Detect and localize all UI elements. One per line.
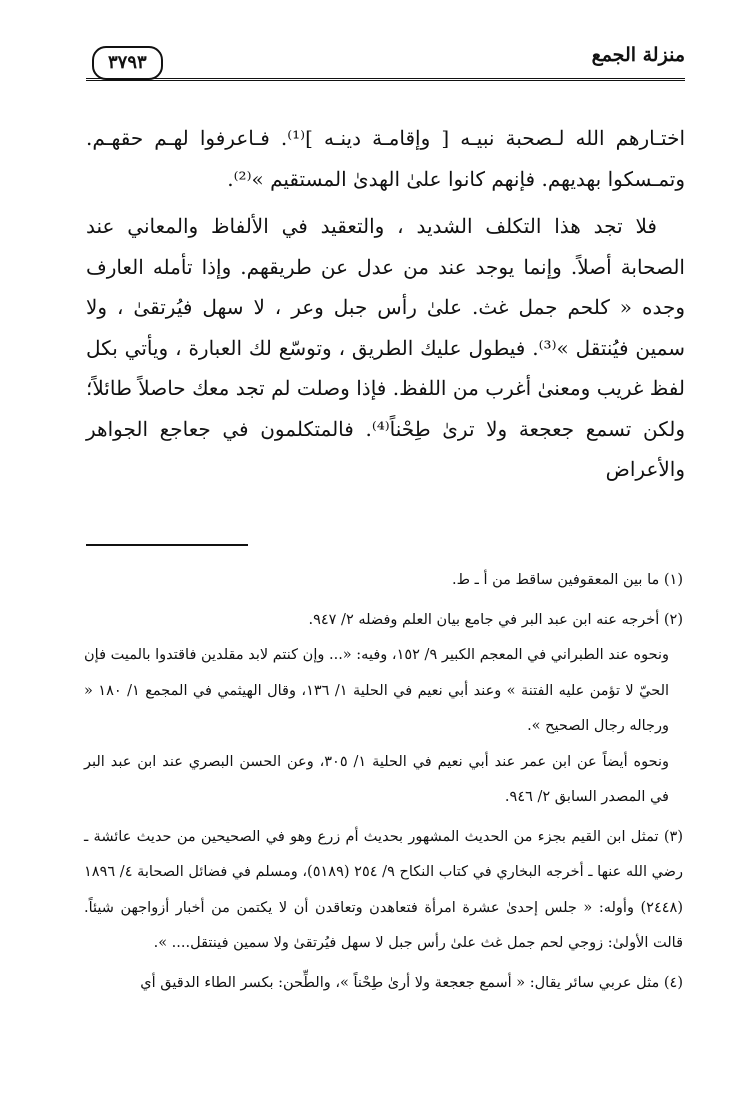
footnote-4: (٤) مثل عربي سائر يقال: « أسمع جعجعة ولا أرىٰ طِحْناً »، والطِّحن: بكسر الطاء الدقيق أي — [140, 974, 683, 991]
footnotes — [84, 563, 683, 1001]
running-title: منزلة الجمع — [591, 44, 685, 66]
page-header — [86, 40, 685, 86]
main-text — [86, 118, 685, 490]
header-rule — [86, 78, 685, 83]
footnote-3: (٣) تمثل ابن القيم بجزء من الحديث المشهور بحديث أم زرع وهو في الصحيحين من حديث عائشة ـ رضي الله عنها ـ أخرجه البخاري في كتاب النكاح ٩/ ٢٥٤ (٥١٨٩)، ومسلم في فضائل الصحابة ٤/ ١٨٩٦ (٢٤٤٨) وأوله: « جلس إحدىٰ عشرة امرأة فتعاهدن وتعاقدن أن لا يكتمن من أخبار أزواجهن شيئاً. قالت الأولىٰ: زوجي لحم جمل غث علىٰ رأس جبل لا سهل فيُرتقىٰ ولا سمين فينتقل.... ». — [84, 828, 683, 951]
footnote-separator — [86, 544, 248, 546]
paragraph: اختـارهم الله لـصحبة نبيـه [ وإقامـة دينـه ]⁽¹⁾. فـاعرفوا لهـم حقهـم. وتمـسكوا بهديهم. فإنهم كانوا علىٰ الهدىٰ المستقيم »⁽²⁾. — [86, 126, 686, 191]
footnote-2-note-a: ونحوه عند الطبراني في المعجم الكبير ٩/ ١٥٢، وفيه: «... وإن كنتم لابد مقلدين فاقتدوا بالميت فإن الحيّ لا تؤمن عليه الفتنة » وعند أبي نعيم في الحلية ١/ ١٣٦، وقال الهيثمي في المجمع ١/ ١٨٠ « ورجاله رجال الصحيح ». — [84, 647, 670, 734]
footnote-2: (٢) أخرجه عنه ابن عبد البر في جامع بيان العلم وفضله ٢/ ٩٤٧. — [308, 611, 683, 628]
footnote-2-note-b: ونحوه أيضاً عن ابن عمر عند أبي نعيم في الحلية ١/ ٣٠٥، وعن الحسن البصري عند ابن عبد البر في المصدر السابق ٢/ ٩٤٦. — [84, 753, 669, 805]
page-number: ٣٧٩٣ — [92, 46, 163, 80]
paragraph: فلا تجد هذا التكلف الشديد ، والتعقيد في الألفاظ والمعاني عند الصحابة أصلاً. وإنما يوجد عند من عدل عن طريقهم. وإذا تأمله العارف وجده « كلحم جمل غث. علىٰ رأس جبل وعر ، لا سهل فيُرتقىٰ ، ولا سمين فيُنتقل »⁽³⁾. فيطول عليك الطريق ، وتوسّع لك العبارة ، ويأتي بكل لفظ غريب ومعنىٰ أغرب من اللفظ. فإذا وصلت لم تجد معك حاصلاً طائلاً؛ ولكن تسمع جعجعة ولا ترىٰ طِحْناً⁽⁴⁾. فالمتكلمون في جعاجع الجواهر والأعراض — [86, 214, 686, 481]
footnote-1: (١) ما بين المعقوفين ساقط من أ ـ ط. — [452, 572, 683, 588]
